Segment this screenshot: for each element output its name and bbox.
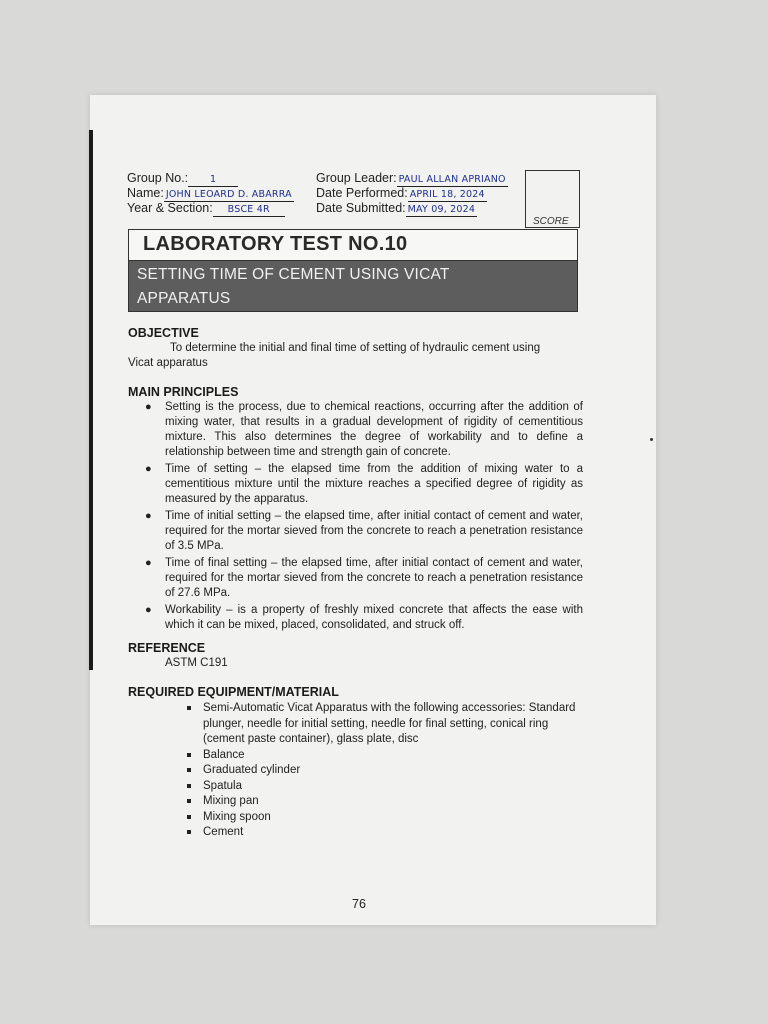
bullet-icon: ● bbox=[145, 604, 152, 616]
principle-text: Workability – is a property of freshly mixed concrete that affects the ease with which it can be mixed, placed, consolidated, and struck off. bbox=[165, 604, 583, 631]
group-leader-value: PAUL ALLAN APRIANO bbox=[398, 174, 506, 185]
principle-item bbox=[143, 556, 583, 601]
year-section-label: Year & Section: bbox=[127, 201, 213, 215]
bullet-icon: ● bbox=[145, 401, 152, 413]
equipment-item bbox=[185, 701, 585, 748]
equipment-heading: REQUIRED EQUIPMENT/MATERIAL bbox=[128, 685, 339, 699]
group-leader-label: Group Leader: bbox=[316, 171, 397, 185]
date-submitted-value: MAY 09, 2024 bbox=[407, 204, 476, 215]
equipment-text: Cement bbox=[203, 826, 244, 838]
date-performed-label: Date Performed: bbox=[316, 186, 408, 200]
main-principles-heading: MAIN PRINCIPLES bbox=[128, 385, 239, 399]
square-bullet-icon bbox=[187, 784, 191, 788]
group-no-label: Group No.: bbox=[127, 171, 189, 185]
year-section-row bbox=[127, 200, 285, 217]
equipment-item bbox=[185, 794, 585, 810]
square-bullet-icon bbox=[187, 753, 191, 757]
page-title: LABORATORY TEST NO.10 bbox=[143, 233, 408, 255]
reference-heading: REFERENCE bbox=[128, 641, 206, 655]
principle-text: Time of setting – the elapsed time from the addition of mixing water to a cementitious mixture until the mixture reaches a specified degree of rigidity as measured by the apparatus. bbox=[165, 463, 583, 505]
square-bullet-icon bbox=[187, 815, 191, 819]
principle-item bbox=[143, 400, 583, 460]
equipment-text: Spatula bbox=[203, 779, 243, 792]
equipment-item bbox=[185, 748, 585, 764]
date-submitted-row bbox=[316, 200, 477, 217]
banner-line-1: SETTING TIME OF CEMENT USING VICAT bbox=[137, 266, 450, 283]
principle-item bbox=[143, 603, 583, 633]
equipment-text: Semi-Automatic Vicat Apparatus with the following accessories: Standard plunger, needle for initial setting, needle for final setting, conical ring (cement paste container), glass plate, disc bbox=[203, 702, 576, 745]
bullet-icon: ● bbox=[145, 463, 152, 475]
principle-text: Time of final setting – the elapsed time, after initial contact of cement and water, required for the mortar sieved from the concrete to reach a penetration resistance of 27.6 MPa. bbox=[165, 557, 583, 599]
equipment-item bbox=[185, 763, 585, 779]
binding-edge bbox=[89, 130, 93, 670]
equipment-text: Balance bbox=[203, 748, 245, 761]
equipment-item bbox=[185, 810, 585, 826]
equipment-item bbox=[185, 825, 585, 841]
objective-heading: OBJECTIVE bbox=[128, 326, 199, 340]
objective-line-1: To determine the initial and final time of setting of hydraulic cement using bbox=[170, 342, 541, 354]
principle-item bbox=[143, 509, 583, 554]
square-bullet-icon bbox=[187, 768, 191, 772]
square-bullet-icon bbox=[187, 706, 191, 710]
reference-value: ASTM C191 bbox=[165, 657, 228, 669]
name-label: Name: bbox=[127, 186, 164, 200]
equipment-item bbox=[185, 779, 585, 795]
principle-text: Setting is the process, due to chemical reactions, occurring after the addition of mixing water, that results in a gradual development of rigidity of cementitious mixture. This also determines the degree of workability and to define a relationship between time and strength gain of concrete. bbox=[165, 401, 583, 458]
group-no-value: 1 bbox=[188, 173, 238, 187]
page-number: 76 bbox=[352, 897, 366, 911]
date-submitted-label: Date Submitted: bbox=[316, 201, 406, 215]
score-label: SCORE bbox=[533, 216, 569, 227]
square-bullet-icon bbox=[187, 830, 191, 834]
equipment-list bbox=[185, 701, 585, 841]
date-performed-value: APRIL 18, 2024 bbox=[409, 189, 485, 200]
principle-text: Time of initial setting – the elapsed time, after initial contact of cement and water, required for the mortar sieved from the concrete to reach a penetration resistance of 3.5 MPa. bbox=[165, 510, 583, 552]
banner-line-2: APPARATUS bbox=[137, 290, 231, 307]
scan-speck bbox=[650, 438, 653, 441]
bullet-icon: ● bbox=[145, 557, 152, 569]
equipment-text: Mixing spoon bbox=[203, 810, 271, 823]
equipment-text: Graduated cylinder bbox=[203, 764, 301, 776]
principle-item bbox=[143, 462, 583, 507]
main-principles-list bbox=[143, 400, 583, 635]
name-value: JOHN LEOARD D. ABARRA bbox=[165, 189, 292, 200]
bullet-icon: ● bbox=[145, 510, 152, 522]
objective-line-2: Vicat apparatus bbox=[128, 357, 208, 369]
year-section-value: BSCE 4R bbox=[213, 203, 285, 217]
square-bullet-icon bbox=[187, 799, 191, 803]
equipment-text: Mixing pan bbox=[203, 795, 259, 807]
